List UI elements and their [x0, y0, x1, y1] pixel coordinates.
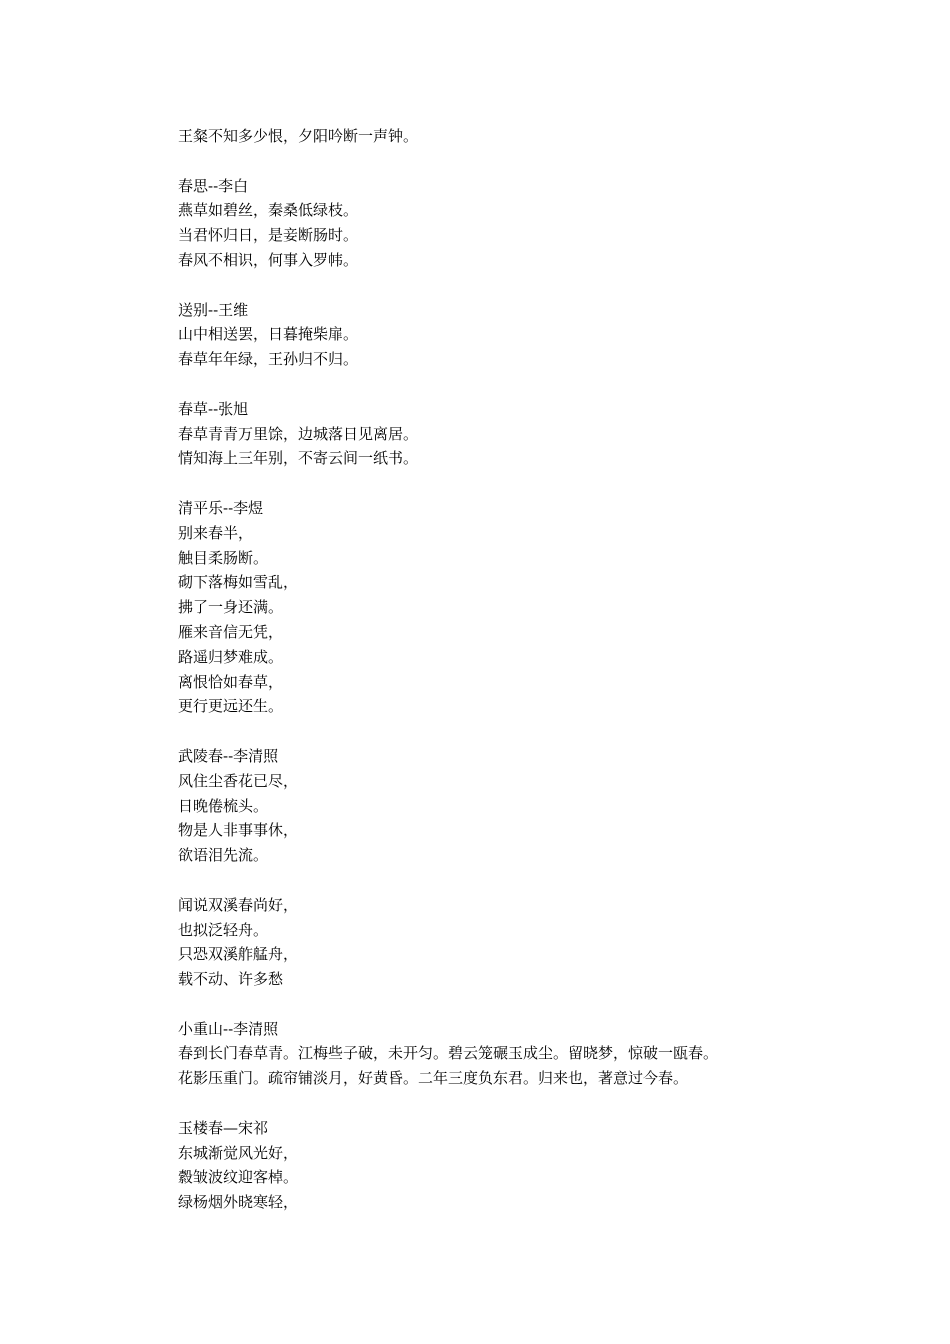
poem-line: 物是人非事事休， [178, 821, 299, 840]
poem-chunsi [178, 174, 918, 273]
poem-line: 花影压重门。疏帘铺淡月，好黄昏。二年三度负东君。归来也，著意过今春。 [178, 1069, 689, 1088]
spacer [178, 868, 918, 893]
poem-line: 闻说双溪春尚好， [178, 895, 299, 914]
poem-wulingchun [178, 744, 918, 992]
poem-songbie [178, 298, 918, 372]
poem-line: 触目柔肠断。 [178, 548, 269, 567]
document-page [178, 124, 918, 1215]
poem-line: 縠皱波纹迎客棹。 [178, 1168, 299, 1187]
poem-line: 风住尘香花已尽， [178, 771, 299, 790]
poem-line: 路遥归梦难成。 [178, 647, 284, 666]
spacer [178, 372, 918, 397]
poem-yulouchun [178, 1116, 918, 1215]
poem-line: 春草青青万里馀，边城落日见离居。 [178, 424, 419, 443]
poem-line: 春风不相识，何事入罗帏。 [178, 250, 359, 269]
poem-line: 砌下落梅如雪乱， [178, 573, 299, 592]
poem-title: 春草--张旭 [178, 399, 249, 418]
poem-title: 送别--王维 [178, 300, 249, 319]
poem-line: 载不动、许多愁 [178, 970, 284, 989]
spacer [178, 719, 918, 744]
poem-line: 春到长门春草青。江梅些子破，未开匀。碧云笼碾玉成尘。留晓梦，惊破一瓯春。 [178, 1044, 719, 1063]
poem-line: 春草年年绿，王孙归不归。 [178, 350, 359, 369]
spacer [178, 471, 918, 496]
poem-title: 春思--李白 [178, 176, 249, 195]
poem-line: 日晚倦梳头。 [178, 796, 269, 815]
poem-line: 欲语泪先流。 [178, 846, 269, 865]
poem-line: 雁来音信无凭， [178, 622, 284, 641]
poem-line: 情知海上三年别，不寄云间一纸书。 [178, 449, 419, 468]
poem-chuncao [178, 397, 918, 471]
poem-line: 更行更远还生。 [178, 697, 284, 716]
poem-line: 别来春半， [178, 523, 254, 542]
poem-title: 小重山--李清照 [178, 1019, 279, 1038]
poem-line: 也拟泛轻舟。 [178, 920, 269, 939]
poem-line: 山中相送罢，日暮掩柴扉。 [178, 325, 359, 344]
spacer [178, 149, 918, 174]
poem-line: 离恨恰如春草， [178, 672, 284, 691]
spacer [178, 992, 918, 1017]
poem-xiaochongshan [178, 1017, 918, 1091]
poem-line: 燕草如碧丝，秦桑低绿枝。 [178, 201, 359, 220]
poem-line: 绿杨烟外晓寒轻， [178, 1193, 299, 1212]
spacer [178, 273, 918, 298]
spacer [178, 1091, 918, 1116]
poem-qingpingle [178, 496, 918, 719]
poem-line: 拂了一身还满。 [178, 598, 284, 617]
poem-title: 武陵春--李清照 [178, 746, 279, 765]
poem-line: 当君怀归日，是妾断肠时。 [178, 226, 359, 245]
poem-title: 玉楼春—宋祁 [178, 1118, 269, 1137]
poem-title: 清平乐--李煜 [178, 498, 264, 517]
poem-line: 只恐双溪舴艋舟， [178, 945, 299, 964]
poem-line: 东城渐觉风光好， [178, 1143, 299, 1162]
intro-line: 王粲不知多少恨，夕阳吟断一声钟。 [178, 127, 419, 145]
